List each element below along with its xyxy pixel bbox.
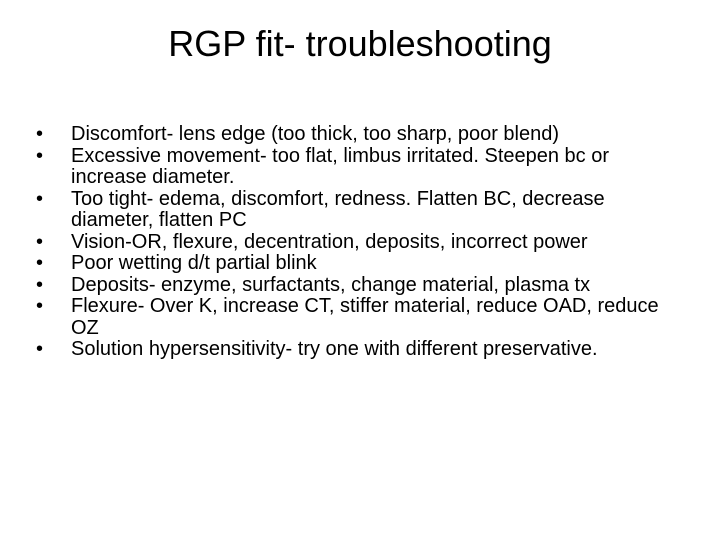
bullet-item: [36, 232, 676, 254]
bullet-marker: •: [36, 187, 44, 210]
bullet-item: [36, 339, 676, 361]
bullet-text: Too tight- edema, discomfort, redness. Flatten BC, decrease diameter, flatten PC: [71, 187, 605, 231]
bullet-marker: •: [36, 123, 44, 145]
bullet-marker: •: [36, 144, 44, 167]
bullet-list: [36, 124, 676, 361]
bullet-item: [36, 253, 676, 275]
bullet-text: Excessive movement- too flat, limbus irritated. Steepen bc or increase diameter.: [71, 144, 610, 188]
bullet-text: Poor wetting d/t partial blink: [71, 252, 317, 274]
bullet-item: [36, 124, 676, 146]
bullet-marker: •: [36, 230, 44, 253]
bullet-text: Solution hypersensitivity- try one with different preservative.: [71, 338, 598, 360]
bullet-marker: •: [36, 338, 44, 360]
bullet-item: [36, 146, 676, 189]
bullet-marker: •: [36, 295, 44, 317]
slide-title: RGP fit- troubleshooting: [168, 23, 552, 64]
bullet-item: [36, 189, 676, 232]
bullet-text: Discomfort- lens edge (too thick, too sharp, poor blend): [71, 123, 560, 145]
bullet-marker: •: [36, 273, 44, 296]
bullet-item: [36, 296, 676, 339]
bullet-marker: •: [36, 252, 44, 274]
bullet-text: Deposits- enzyme, surfactants, change material, plasma tx: [71, 273, 591, 296]
bullet-text: Vision-OR, flexure, decentration, deposits, incorrect power: [71, 230, 588, 253]
bullet-text: Flexure- Over K, increase CT, stiffer material, reduce OAD, reduce OZ: [71, 295, 659, 339]
bullet-item: [36, 275, 676, 297]
